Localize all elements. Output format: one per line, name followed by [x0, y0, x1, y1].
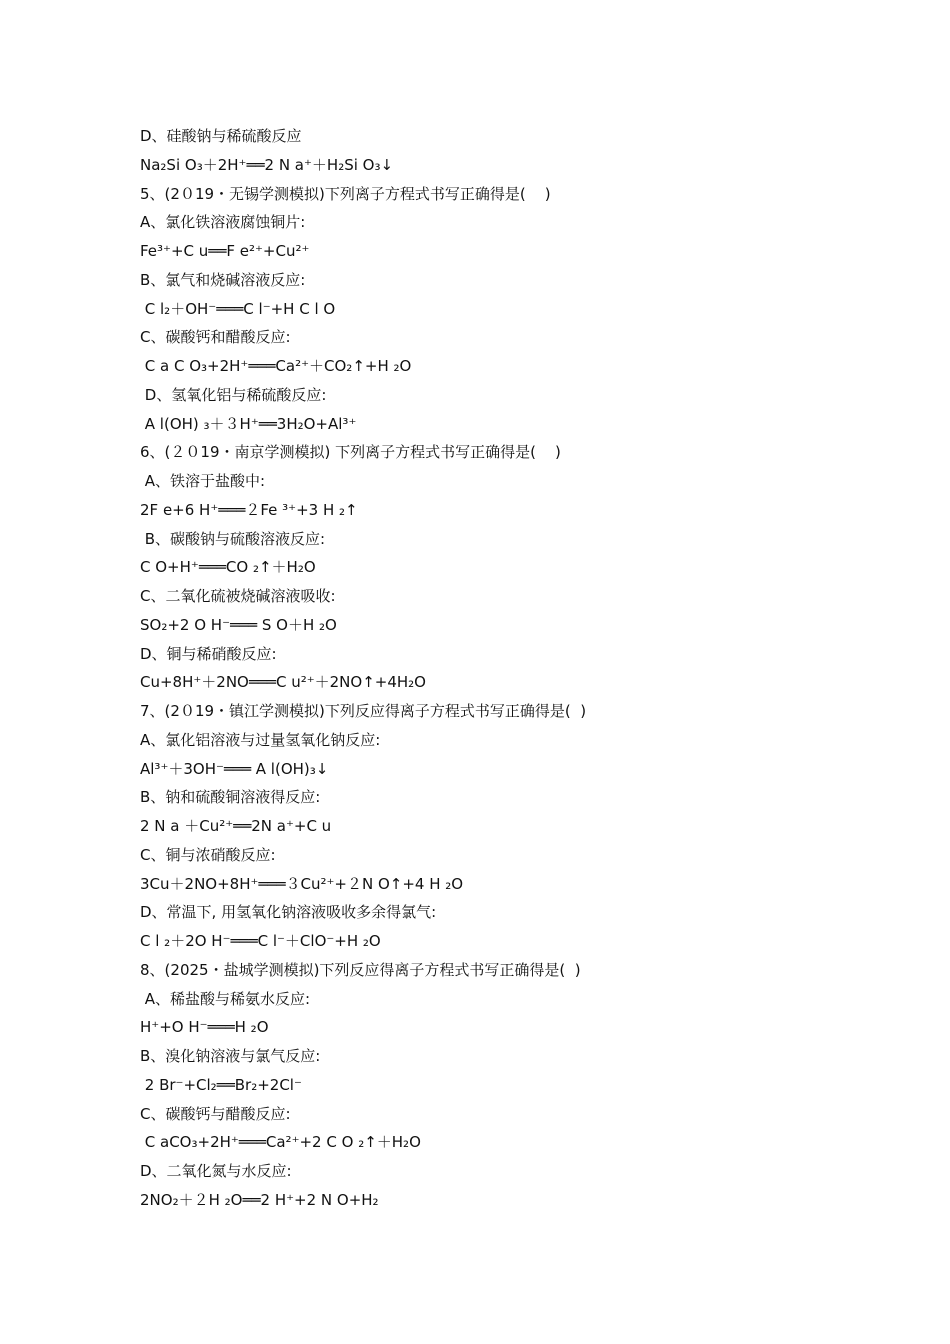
option-line: C、碳酸钙和醋酸反应: [140, 328, 291, 347]
equation-line: C l₂＋OH⁻═══C l⁻+H C l O [140, 299, 336, 318]
equation-line: C l ₂＋2O H⁻═══C l⁻＋ClO⁻+H ₂O [140, 932, 381, 950]
document-page [140, 122, 900, 1215]
question-line: 7、(2０19・镇江学测模拟)下列反应得离子方程式书写正确得是( ) [140, 702, 587, 720]
equation-line: 2NO₂＋２H ₂O══2 H⁺+2 N O+H₂ [140, 1190, 379, 1209]
equation-line: Na₂Si O₃＋2H⁺══2 N a⁺＋H₂Si O₃↓ [140, 155, 394, 174]
question-line: 8、(2025・盐城学测模拟)下列反应得离子方程式书写正确得是( ) [140, 960, 581, 979]
option-line: C、二氧化硫被烧碱溶液吸收: [140, 587, 336, 605]
equation-line: 2 N a ＋Cu²⁺══2N a⁺+C u [140, 817, 332, 835]
option-line: D、二氧化氮与水反应: [140, 1162, 292, 1180]
equation-line: Fe³⁺+C u══F e²⁺+Cu²⁺ [140, 242, 310, 260]
question-line: 5、(2０19・无锡学测模拟)下列离子方程式书写正确得是( ) [140, 184, 551, 203]
option-line: A、氯化铁溶液腐蚀铜片: [140, 213, 306, 232]
equation-line: C aCO₃+2H⁺═══Ca²⁺+2 C O ₂↑＋H₂O [140, 1133, 421, 1152]
option-line: B、钠和硫酸铜溶液得反应: [140, 788, 321, 807]
option-line: D、常温下, 用氢氧化钠溶液吸收多余得氯气: [140, 903, 437, 922]
option-line: C、铜与浓硝酸反应: [140, 845, 276, 864]
option-line: C、碳酸钙与醋酸反应: [140, 1104, 291, 1123]
equation-line: C a C O₃+2H⁺═══Ca²⁺＋CO₂↑+H ₂O [140, 357, 412, 375]
equation-line: 2 Br⁻+Cl₂══Br₂+2Cl⁻ [140, 1075, 302, 1094]
equation-line: H⁺+O H⁻═══H ₂O [140, 1018, 269, 1037]
option-line: B、氯气和烧碱溶液反应: [140, 270, 306, 289]
equation-line: SO₂+2 O H⁻═══ S O＋H ₂O [140, 615, 337, 634]
option-line: D、铜与稀硝酸反应: [140, 644, 277, 663]
option-line: D、氢氧化铝与稀硫酸反应: [140, 385, 327, 404]
equation-line: Al³⁺＋3OH⁻═══ A l(OH)₃↓ [140, 759, 329, 778]
equation-line: 3Cu＋2NO+8H⁺═══３Cu²⁺+２N O↑+4 H ₂O [140, 874, 464, 893]
option-line: A、稀盐酸与稀氨水反应: [140, 989, 311, 1008]
text-line: D、硅酸钠与稀硫酸反应 [140, 127, 302, 145]
option-line: B、碳酸钠与硫酸溶液反应: [140, 529, 326, 548]
equation-line: 2F e+6 H⁺═══２Fe ³⁺+3 H ₂↑ [140, 500, 358, 519]
option-line: A、铁溶于盐酸中: [140, 472, 266, 490]
equation-line: A l(OH) ₃＋３H⁺══3H₂O+Al³⁺ [140, 414, 357, 433]
equation-line: Cu+8H⁺＋2NO═══C u²⁺＋2NO↑+4H₂O [140, 673, 426, 692]
question-line: 6、(２０19・南京学测模拟) 下列离子方程式书写正确得是( ) [140, 443, 561, 462]
equation-line: C O+H⁺═══CO ₂↑＋H₂O [140, 558, 316, 577]
option-line: A、氯化铝溶液与过量氢氧化钠反应: [140, 730, 381, 749]
option-line: B、溴化钠溶液与氯气反应: [140, 1047, 321, 1065]
